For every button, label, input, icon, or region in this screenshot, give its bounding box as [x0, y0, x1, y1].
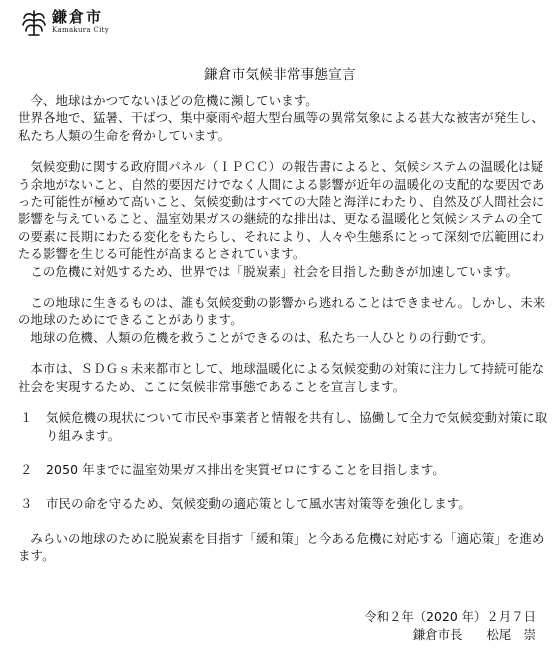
paragraph-3: 気候変動に関する政府間パネル（ＩＰＣＣ）の報告書によると、気候システムの温暖化は疑う余地がないこと、自然的要因だけでなく人間による影響が近年の温暖化の支配的な要因であった可能性が極めて高いこと、気候変動はすべての大陸と海洋にわたり、自然及び人間社会に影響を与えていること、温室効果ガスの継続的な排出は、更なる温暖化と気候システムの全ての要素に長期にわたる変化をもたらし、それにより、人々や生態系にとって深刻で広範囲にわたる影響を生じる可能性が高まるとされています。 — [18, 159, 545, 262]
signature-block — [364, 608, 536, 644]
kamakura-crest-icon — [20, 8, 48, 38]
list-item — [18, 461, 552, 478]
city-name-en: Kamakura City — [52, 26, 109, 34]
item-number: ２ — [20, 461, 33, 477]
closing-paragraph: みらいの地球のために脱炭素を目指す「緩和策」と今ある危機に対応する「適応策」を進めます。 — [18, 530, 545, 564]
paragraph-5: この地球に生きるものは、誰も気候変動の影響から逃れることはできません。しかし、未来の地球のためにできることがあります。 — [18, 295, 546, 328]
paragraph-7: 本市は、ＳＤＧｓ未来都市として、地球温暖化による気候変動の対策に注力して持続可能な社会を実現するため、ここに気候非常事態であることを宣言します。 — [18, 361, 545, 394]
item-text: 気候危機の現状について市民や事業者と情報を共有し、協働して全力で気候変動対策に取り組みます。 — [46, 410, 548, 443]
paragraph-1: 今、地球はかつてないほどの危機に瀕しています。 — [30, 93, 318, 108]
declaration-date: 令和２年（2020 年）２月７日 — [364, 609, 536, 624]
signer-name: 松尾 崇 — [486, 627, 536, 642]
declaration-body — [18, 92, 552, 565]
list-item — [18, 495, 552, 512]
item-number: １ — [20, 410, 33, 426]
signer-title: 鎌倉市長 — [412, 627, 463, 642]
item-text: 2050 年までに温室効果ガス排出を実質ゼロにすることを目指します。 — [46, 461, 445, 477]
list-item — [18, 409, 552, 444]
city-logo — [20, 8, 109, 38]
paragraph-6: 地球の危機、人類の危機を救うことができるのは、私たち一人ひとりの行動です。 — [30, 329, 494, 345]
item-text: 市民の命を守るため、気候変動の適応策として風水害対策等を強化します。 — [46, 496, 471, 512]
item-number: ３ — [20, 496, 33, 512]
city-name: 鎌倉市 — [52, 8, 104, 26]
paragraph-4: この危機に対処するため、世界では「脱炭素」社会を目指した動きが加速しています。 — [30, 263, 518, 279]
page-title: 鎌倉市気候非常事態宣言 — [204, 67, 356, 83]
paragraph-2: 世界各地で、猛暑、干ばつ、集中豪雨や超大型台風等の異常気象による甚大な被害が発生し、私たち人類の生命を脅かしています。 — [18, 110, 544, 143]
